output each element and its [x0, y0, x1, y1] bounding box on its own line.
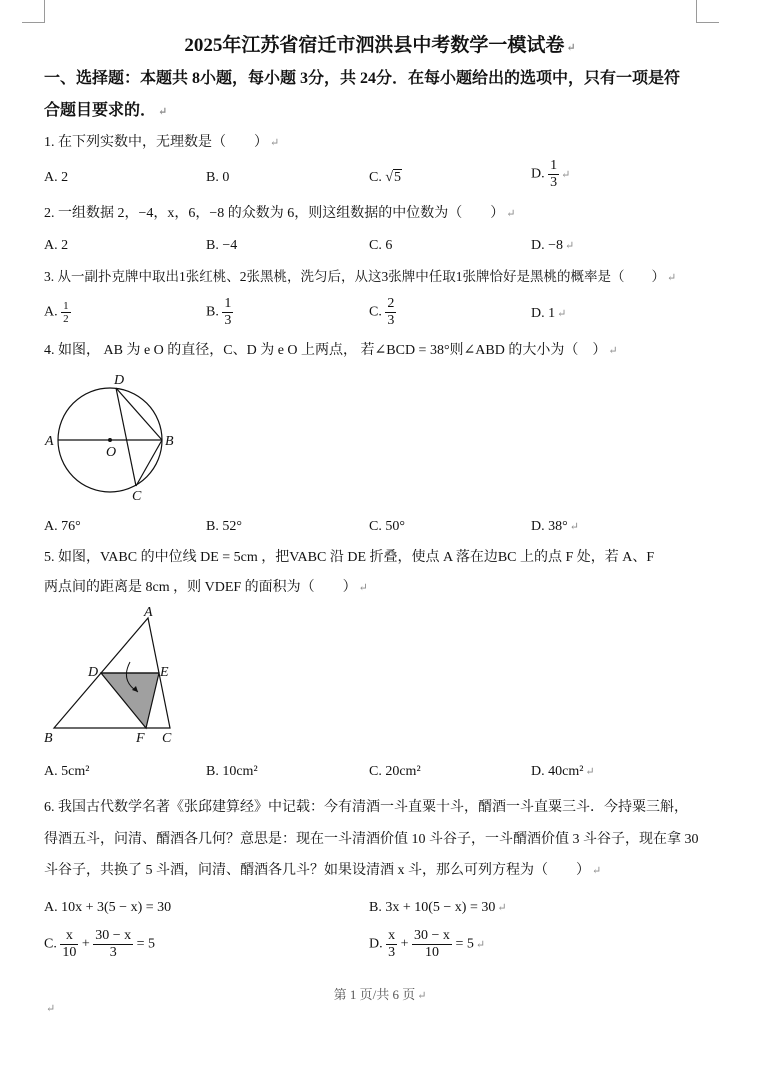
q3-option-b: B. $\frac{1}{3}$ [206, 296, 232, 328]
q2-option-c: C. 6 [369, 238, 393, 253]
q4-option-b: B. 52° [206, 519, 242, 534]
label-a: A [144, 606, 153, 620]
circle-figure [38, 368, 198, 508]
section-heading-line2: 合题目要求的． ↵ [44, 102, 168, 119]
crop-mark-left [22, 0, 45, 23]
q4-option-a: A. 76° [44, 519, 81, 534]
label-d: D [114, 373, 125, 388]
label-o: O [106, 445, 117, 460]
section-heading-line1: 一、选择题：本题共 8小题，每小题 3分，共 24分．在每小题给出的选项中，只有一项是符 [44, 70, 681, 87]
q1-option-b: B. 0 [206, 170, 230, 185]
q6-option-a: A. 10x + 3(5 − x) = 30 [44, 900, 172, 915]
label-a: A [45, 434, 54, 449]
crop-mark-right [696, 0, 719, 23]
sqrt-symbol: √5 [385, 170, 402, 185]
question-1-stem: 1. 在下列实数中，无理数是（ ） ↵ [44, 135, 280, 150]
label-b: B [165, 434, 174, 449]
q6-option-d: D. $\frac{x}{3}$ + $\frac{30 - x}{10}$ = 5 ↵ [369, 928, 486, 960]
q2-option-b: B. −4 [206, 238, 238, 253]
question-5-stem-line1: 5. 如图，VABC 的中位线 DE = 5cm ，把VABC 沿 DE 折叠，使点 A 落在边BC 上的点 F 处，若 A、F [44, 550, 655, 565]
q2-option-d: D. −8 ↵ [531, 238, 575, 253]
question-5-stem-line2: 两点间的距离是 8cm ，则 VDEF 的面积为（ ） ↵ [44, 580, 368, 595]
chord-dc [116, 388, 136, 486]
page-title: 2025年江苏省宿迁市泗洪县中考数学一模试卷 ↵ [184, 35, 576, 56]
question-6-stem-line3: 斗谷子，共换了 5 斗酒，问清、醑酒各几斗？如果设清酒 x 斗，那么可列方程为（ ） ↵ [44, 863, 602, 878]
q5-option-a: A. 5cm² [44, 764, 90, 779]
chord-cb [136, 440, 162, 486]
q3-option-a: A. $\frac{1}{2}$ [44, 300, 69, 325]
label-e: E [160, 665, 169, 680]
label-d: D [88, 665, 99, 680]
label-f: F [136, 731, 145, 746]
triangle-def-shaded [101, 673, 159, 728]
question-2-stem: 2. 一组数据 2，−4，x，6，−8 的众数为 6，则这组数据的中位数为（ ） ↵ [44, 206, 516, 221]
question-6-stem-line1: 6. 我国古代数学名著《张邱建算经》中记载：今有清酒一斗直粟十斗，醑酒一斗直粟三斗．今持粟三斛， [44, 800, 688, 815]
q3-option-c: C. $\frac{2}{3}$ [369, 296, 395, 328]
q5-option-b: B. 10cm² [206, 764, 258, 779]
paragraph-mark: ↵ [46, 1003, 56, 1015]
question-6-stem-line2: 得酒五斗，问清、醑酒各几何？意思是：现在一斗清酒价值 10 斗谷子，一斗醑酒价值 3 斗谷子，现在拿 30 [44, 832, 699, 847]
q5-option-c: C. 20cm² [369, 764, 421, 779]
q1-option-d: D. $\frac{1}{3}$ ↵ [531, 158, 571, 190]
question-4-stem: 4. 如图， AB 为 e O 的直径，C、D 为 e O 上两点， 若∠BCD = 38°则∠ABD 的大小为（ ） ↵ [44, 343, 618, 358]
label-b: B [44, 731, 53, 746]
page-footer: 第 1 页/共 6 页 ↵ [333, 987, 427, 1002]
label-c: C [162, 731, 172, 746]
q1-option-a: A. 2 [44, 170, 69, 185]
label-c: C [132, 489, 142, 504]
center-point [108, 438, 112, 442]
q4-option-d: D. 38° ↵ [531, 519, 579, 534]
q5-option-d: D. 40cm² ↵ [531, 764, 595, 779]
q1-option-c: C. √5 [369, 168, 402, 188]
question-3-stem: 3. 从一副扑克牌中取出1张红桃、2张黑桃，洗匀后，从这3张牌中任取1张牌恰好是黑桃的概率是（ ） ↵ [44, 269, 677, 284]
q2-option-a: A. 2 [44, 238, 69, 253]
q3-option-d: D. 1 ↵ [531, 306, 567, 321]
q4-option-c: C. 50° [369, 519, 405, 534]
q6-option-c: C. $\frac{x}{10}$ + $\frac{30 - x}{3}$ = 5 [44, 928, 156, 960]
triangle-figure [40, 606, 190, 748]
q6-option-b: B. 3x + 10(5 − x) = 30 ↵ [369, 900, 507, 915]
